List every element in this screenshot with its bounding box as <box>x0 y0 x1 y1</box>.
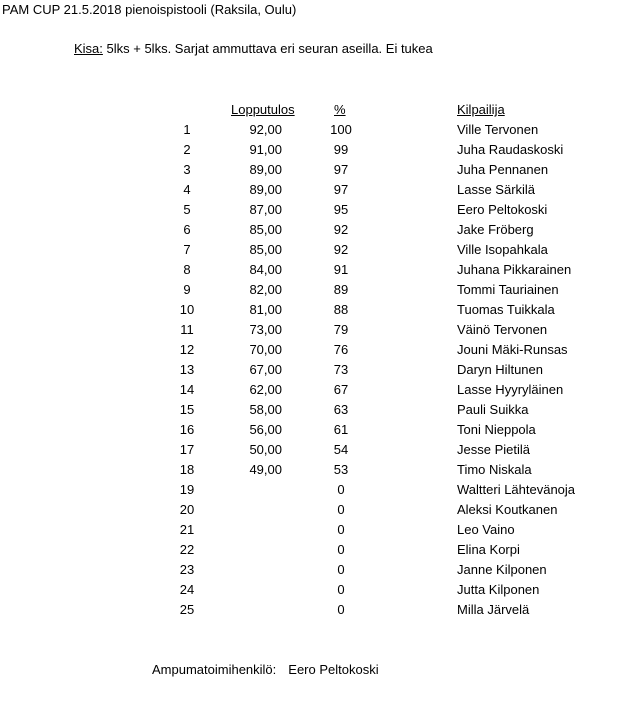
competitor-cell: Elina Korpi <box>457 542 520 557</box>
table-row <box>0 202 629 222</box>
competitor-cell: Juha Raudaskoski <box>457 142 564 157</box>
competitor-cell: Lasse Hyyryläinen <box>457 382 564 397</box>
competitor-cell: Leo Vaino <box>457 522 515 537</box>
score-cell: 87,00 <box>249 202 282 217</box>
percent-cell: 61 <box>333 422 349 437</box>
percent-cell: 79 <box>333 322 349 337</box>
table-row <box>0 242 629 262</box>
percent-cell: 95 <box>333 202 349 217</box>
rank-cell: 5 <box>183 202 191 217</box>
table-row <box>0 582 629 602</box>
rank-cell: 1 <box>183 122 191 137</box>
percent-cell: 97 <box>333 182 349 197</box>
table-row <box>0 162 629 182</box>
table-row <box>0 122 629 142</box>
score-cell: 70,00 <box>249 342 282 357</box>
score-cell: 62,00 <box>249 382 282 397</box>
percent-cell: 0 <box>337 502 345 517</box>
percent-cell: 89 <box>333 282 349 297</box>
rank-cell: 10 <box>179 302 195 317</box>
percent-cell: 0 <box>337 522 345 537</box>
rank-cell: 13 <box>179 362 195 377</box>
table-row <box>0 322 629 342</box>
percent-cell: 73 <box>333 362 349 377</box>
table-row <box>0 402 629 422</box>
competitor-cell: Ville Isopahkala <box>457 242 548 257</box>
competitor-cell: Juhana Pikkarainen <box>457 262 572 277</box>
rank-cell: 22 <box>179 542 195 557</box>
competitor-cell: Toni Nieppola <box>457 422 536 437</box>
results-table <box>0 122 629 622</box>
competitor-cell: Jesse Pietilä <box>457 442 530 457</box>
competition-info <box>74 41 433 57</box>
rank-cell: 8 <box>183 262 191 277</box>
percent-cell: 67 <box>333 382 349 397</box>
table-row <box>0 182 629 202</box>
competitor-cell: Tuomas Tuikkala <box>457 302 555 317</box>
competitor-cell: Väinö Tervonen <box>457 322 548 337</box>
rank-cell: 20 <box>179 502 195 517</box>
score-cell: 67,00 <box>249 362 282 377</box>
table-row <box>0 382 629 402</box>
rank-cell: 7 <box>183 242 191 257</box>
rank-cell: 3 <box>183 162 191 177</box>
score-cell: 49,00 <box>249 462 282 477</box>
competitor-cell: Waltteri Lähtevänoja <box>457 482 576 497</box>
percent-cell: 0 <box>337 482 345 497</box>
table-row <box>0 262 629 282</box>
rank-cell: 23 <box>179 562 195 577</box>
competitor-cell: Jake Fröberg <box>457 222 534 237</box>
competition-description: 5lks + 5lks. Sarjat ammuttava eri seuran aseilla. Ei tukea <box>102 41 433 56</box>
rank-cell: 25 <box>179 602 195 617</box>
table-row <box>0 522 629 542</box>
percent-cell: 0 <box>337 562 345 577</box>
competitor-cell: Daryn Hiltunen <box>457 362 543 377</box>
score-cell: 85,00 <box>249 222 282 237</box>
footer-official-name: Eero Peltokoski <box>288 662 379 677</box>
competition-label: Kisa: <box>74 41 103 56</box>
rank-cell: 4 <box>183 182 191 197</box>
competitor-cell: Eero Peltokoski <box>457 202 548 217</box>
score-cell: 89,00 <box>249 182 282 197</box>
table-row <box>0 502 629 522</box>
header-competitor: Kilpailija <box>457 102 505 117</box>
percent-cell: 100 <box>330 122 352 137</box>
competitor-cell: Tommi Tauriainen <box>457 282 559 297</box>
competitor-cell: Milla Järvelä <box>457 602 530 617</box>
competitor-cell: Juha Pennanen <box>457 162 549 177</box>
footer-official-label: Ampumatoimihenkilö: <box>152 662 277 677</box>
table-row <box>0 602 629 622</box>
score-cell: 92,00 <box>249 122 282 137</box>
percent-cell: 92 <box>333 222 349 237</box>
competitor-cell: Jouni Mäki-Runsas <box>457 342 568 357</box>
score-cell: 73,00 <box>249 322 282 337</box>
competitor-cell: Timo Niskala <box>457 462 532 477</box>
table-row <box>0 482 629 502</box>
table-row <box>0 442 629 462</box>
header-score: Lopputulos <box>231 102 295 117</box>
score-cell: 58,00 <box>249 402 282 417</box>
footer-official <box>152 662 379 678</box>
table-row <box>0 302 629 322</box>
table-row <box>0 282 629 302</box>
percent-cell: 63 <box>333 402 349 417</box>
competitor-cell: Lasse Särkilä <box>457 182 536 197</box>
rank-cell: 19 <box>179 482 195 497</box>
percent-cell: 76 <box>333 342 349 357</box>
rank-cell: 9 <box>183 282 191 297</box>
percent-cell: 91 <box>333 262 349 277</box>
table-row <box>0 422 629 442</box>
table-row <box>0 462 629 482</box>
rank-cell: 15 <box>179 402 195 417</box>
percent-cell: 53 <box>333 462 349 477</box>
table-row <box>0 142 629 162</box>
score-cell: 84,00 <box>249 262 282 277</box>
rank-cell: 14 <box>179 382 195 397</box>
score-cell: 85,00 <box>249 242 282 257</box>
score-cell: 56,00 <box>249 422 282 437</box>
percent-cell: 88 <box>333 302 349 317</box>
percent-cell: 0 <box>337 542 345 557</box>
score-cell: 81,00 <box>249 302 282 317</box>
percent-cell: 97 <box>333 162 349 177</box>
percent-cell: 54 <box>333 442 349 457</box>
competitor-cell: Jutta Kilponen <box>457 582 540 597</box>
rank-cell: 2 <box>183 142 191 157</box>
competitor-cell: Aleksi Koutkanen <box>457 502 558 517</box>
table-row <box>0 562 629 582</box>
table-row <box>0 362 629 382</box>
percent-cell: 0 <box>337 582 345 597</box>
competitor-cell: Janne Kilponen <box>457 562 547 577</box>
table-row <box>0 542 629 562</box>
score-cell: 91,00 <box>249 142 282 157</box>
header-percent: % <box>334 102 346 117</box>
rank-cell: 17 <box>179 442 195 457</box>
rank-cell: 21 <box>179 522 195 537</box>
rank-cell: 12 <box>179 342 195 357</box>
rank-cell: 24 <box>179 582 195 597</box>
rank-cell: 16 <box>179 422 195 437</box>
competitor-cell: Ville Tervonen <box>457 122 539 137</box>
score-cell: 89,00 <box>249 162 282 177</box>
percent-cell: 99 <box>333 142 349 157</box>
score-cell: 50,00 <box>249 442 282 457</box>
percent-cell: 0 <box>337 602 345 617</box>
rank-cell: 18 <box>179 462 195 477</box>
rank-cell: 11 <box>180 322 194 337</box>
table-row <box>0 222 629 242</box>
document-title: PAM CUP 21.5.2018 pienoispistooli (Raksila, Oulu) <box>2 2 297 17</box>
table-row <box>0 342 629 362</box>
competitor-cell: Pauli Suikka <box>457 402 529 417</box>
score-cell: 82,00 <box>249 282 282 297</box>
percent-cell: 92 <box>333 242 349 257</box>
rank-cell: 6 <box>183 222 191 237</box>
